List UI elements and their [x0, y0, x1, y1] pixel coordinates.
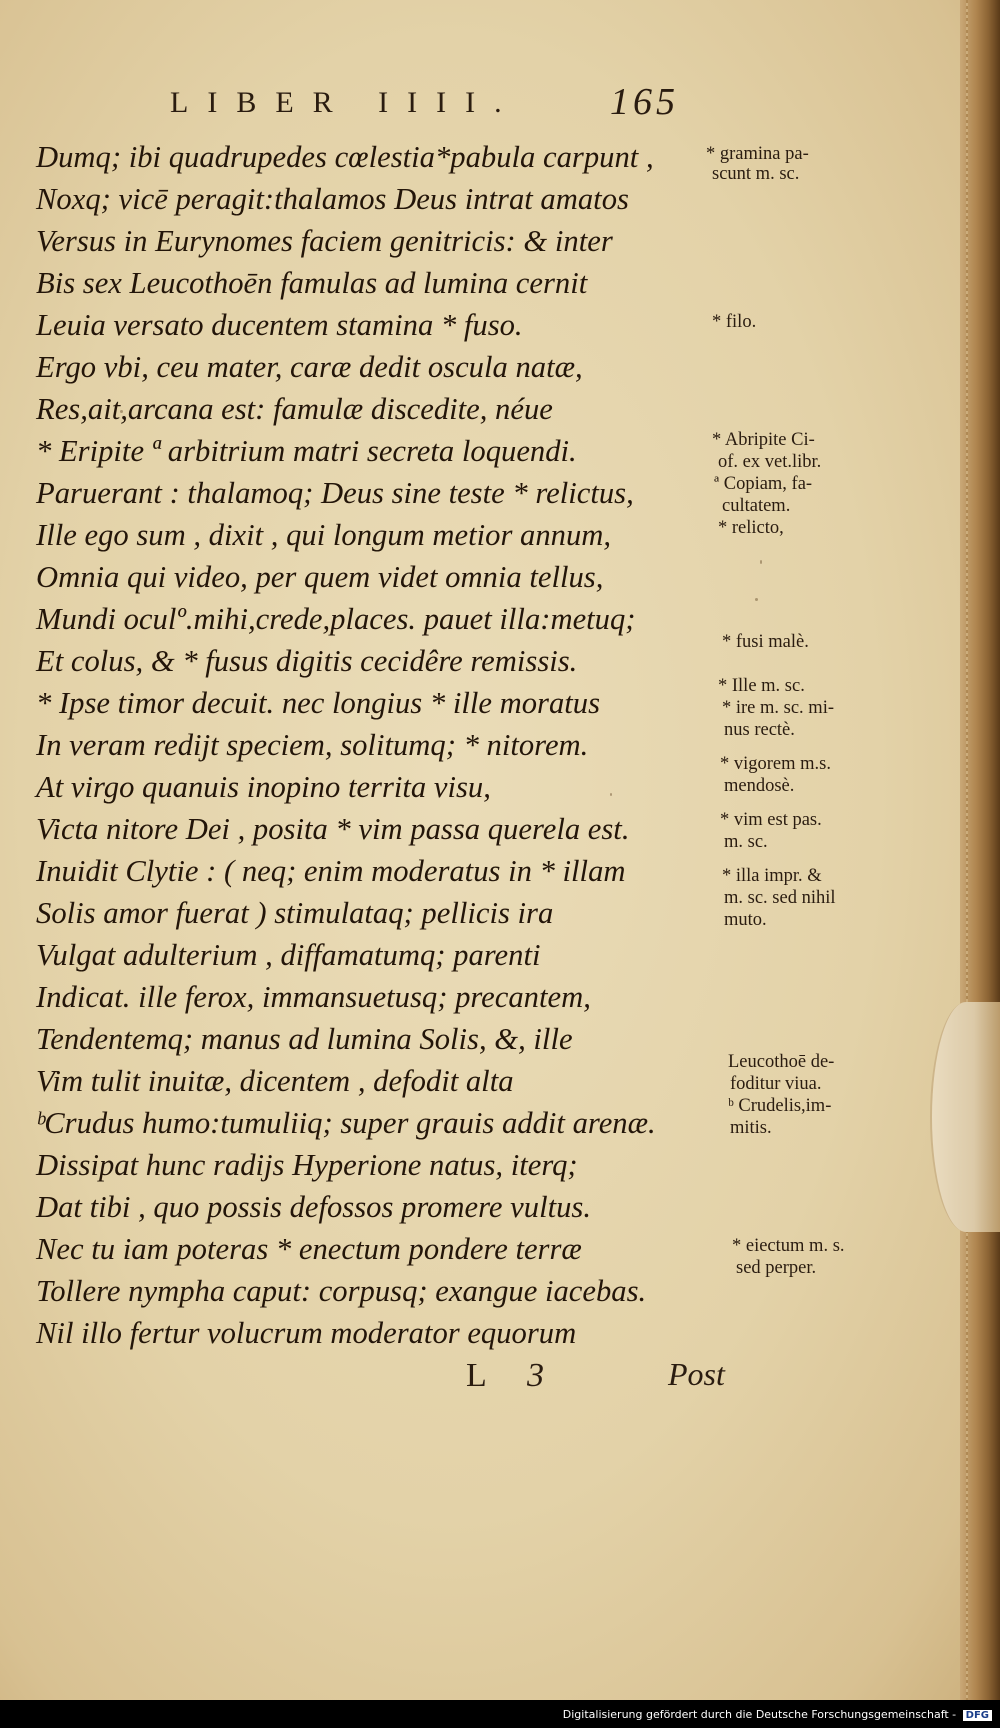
margin-note: * illa impr. &: [722, 866, 822, 886]
dfg-logo: DFG: [963, 1710, 992, 1721]
margin-note: * eiectum m. s.: [732, 1236, 845, 1256]
margin-note: cultatem.: [722, 496, 791, 516]
margin-note: * Ille m. sc.: [718, 676, 805, 696]
margin-note: * relicto,: [718, 518, 784, 538]
signature-mark-number: 3: [527, 1357, 544, 1394]
signature-mark-letter: L: [466, 1357, 487, 1394]
verse-line: Ergo vbi, ceu mater, caræ dedit oscula natæ,: [36, 349, 583, 384]
digitization-text: Digitalisierung gefördert durch die Deutsche Forschungsgemeinschaft -: [562, 1708, 957, 1721]
verse-line: Bis sex Leucothoēn famulas ad lumina cernit: [36, 265, 588, 300]
margin-note: scunt m. sc.: [712, 164, 800, 184]
running-head: [170, 81, 690, 126]
verse-line: Omnia qui video, per quem videt omnia tellus,: [36, 559, 604, 594]
verse-line: In veram rediјt speciem, solitumq; * nitorem.: [36, 727, 589, 762]
verse-line: Mundi oculº.mihi,crede,places. pauet illa:metuq;: [36, 601, 636, 636]
page-number: 165: [610, 81, 679, 123]
verse-line: Leuia versato ducentem stamina * fuso.: [36, 307, 523, 342]
paper-speck: [760, 560, 762, 564]
verse-line: Indicat. ille ferox, immansuetusq; precantem,: [36, 979, 591, 1014]
verse-line: Et colus, & * fusus digitis cecidêre remissis.: [36, 643, 578, 678]
margin-note: * Abripite Ci-: [712, 430, 815, 450]
margin-note: Leucothoē de-: [728, 1052, 835, 1072]
verse-line: Vim tulit inuitæ, dicentem , defodit alta: [36, 1063, 514, 1098]
verse-line: Versus in Eurynomes faciem genitricis: & inter: [36, 223, 613, 258]
verse-line: Nil illo fertur volucrum moderator equorum: [36, 1315, 577, 1350]
verse-line: Dissipat hunc radiјs Hyperione natus, iterq;: [36, 1147, 578, 1182]
margin-note: nus rectè.: [724, 720, 795, 740]
verse-line: Dat tibi , quo possis defossos promere vultus.: [36, 1189, 592, 1224]
verse-line: Solis amor fuerat ) stimulataq; pellicis ira: [36, 895, 554, 930]
verse-line: At virgo quanuis inopino territa visu,: [36, 769, 491, 804]
margin-note: * fusi malè.: [722, 632, 809, 652]
margin-note: * vigorem m.s.: [720, 754, 831, 774]
page-edge-tab: [930, 1002, 1000, 1232]
page-fore-edge: [960, 0, 1000, 1700]
verse-line: Noxq; vicē peragit:thalamos Deus intrat amatos: [36, 181, 629, 216]
margin-note: * ire m. sc. mi-: [722, 698, 835, 718]
verse-line: Dumq; ibi quadrupedes cœlestia*pabula carpunt ,: [36, 139, 654, 174]
verse-line: Nec tu iam poteras * enectum pondere terræ: [36, 1231, 582, 1266]
margin-note: sed perper.: [736, 1258, 817, 1278]
margin-note: foditur viua.: [730, 1074, 822, 1094]
verse-line: Res,ait,arcana est: famulæ discedite, néue: [36, 391, 553, 426]
verse-line: Vulgat adulterium , diffamatumq; parenti: [36, 937, 541, 972]
margin-note: * filo.: [712, 312, 757, 332]
verse-line: Inuidit Clytie : ( neq; enim moderatus in * illam: [36, 853, 626, 888]
margin-note: mitis.: [730, 1118, 772, 1138]
verse-line: Tollere nympha caput: corpusq; exangue iacebas.: [36, 1273, 647, 1308]
margin-note: ᵇ Crudelis,im-: [728, 1096, 832, 1116]
verse-line: ᵇCrudus humo:tumuliiq; super grauis addit arenæ.: [36, 1105, 656, 1140]
margin-note: * vim est pas.: [720, 810, 822, 830]
verse-line: * Eripite ª arbitrium matri secreta loquendi.: [36, 433, 577, 468]
digitization-credit: [563, 1708, 992, 1721]
catchword: Post: [668, 1356, 725, 1392]
verse-line: Tendentemq; manus ad lumina Solis, &, ille: [36, 1021, 573, 1056]
margin-note: mendosè.: [724, 776, 795, 796]
verse-line: * Ipse timor decuit. nec longius * ille moratus: [36, 685, 601, 720]
margin-note: of. ex vet.libr.: [718, 452, 822, 472]
verse-line: Ille ego sum , dixit , qui longum metior annum,: [36, 517, 612, 552]
margin-note: * gramina pa-: [706, 144, 809, 164]
running-head-title: LIBER IIII.: [170, 86, 521, 119]
verse-line: Victa nitore Dei , posita * vim passa querela est.: [36, 811, 630, 846]
margin-note: m. sc. sed nihil: [724, 888, 836, 908]
margin-note: m. sc.: [724, 832, 768, 852]
paper-speck: [755, 598, 758, 601]
margin-note: ª Copiam, fa-: [714, 474, 813, 494]
verse-line: Paruerant : thalamoq; Deus sine teste * relictus,: [36, 475, 634, 510]
margin-note: muto.: [724, 910, 767, 930]
